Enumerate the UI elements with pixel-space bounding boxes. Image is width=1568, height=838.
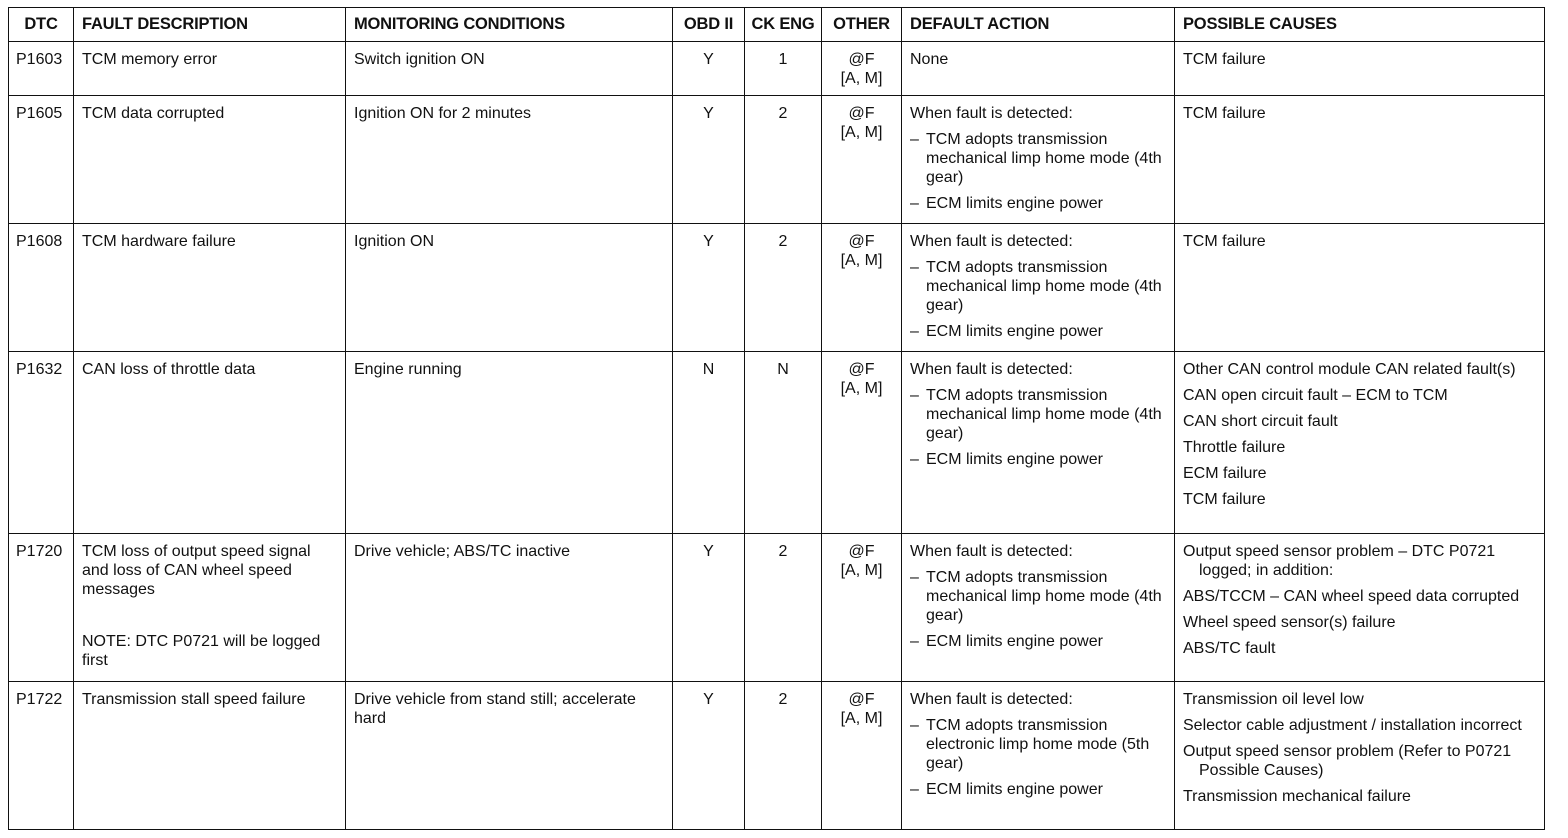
possible-causes-cell: [1175, 42, 1545, 96]
fault-note: NOTE: DTC P0721 will be logged first: [82, 633, 321, 669]
monitoring-conditions: Drive vehicle from stand still; accelerate hard: [346, 682, 673, 830]
header-possible-causes: POSSIBLE CAUSES: [1175, 8, 1545, 42]
header-row: [9, 8, 1545, 42]
header-ck-eng: CK ENG: [745, 8, 822, 42]
other-cell: [822, 352, 902, 534]
fault-description-cell: [74, 42, 346, 96]
other-modes: [A, M]: [840, 70, 883, 87]
possible-cause: TCM failure: [1183, 51, 1266, 68]
fault-description-cell: [74, 352, 346, 534]
fault-description: TCM data corrupted: [82, 105, 225, 122]
default-action-cell: [902, 224, 1175, 352]
default-action-item: [910, 258, 1168, 315]
default-action-text: ECM limits engine power: [926, 323, 1103, 340]
default-action-text: ECM limits engine power: [926, 781, 1103, 798]
dtc-code: P1720: [9, 534, 74, 682]
table-row: [9, 42, 1545, 96]
dtc-code: P1722: [9, 682, 74, 830]
dtc-code: P1603: [9, 42, 74, 96]
possible-cause: ABS/TCCM – CAN wheel speed data corrupted: [1183, 588, 1520, 605]
default-action-item: [910, 450, 1168, 469]
obd-ii-value: N: [673, 352, 745, 534]
possible-causes-cell: [1175, 96, 1545, 224]
default-action-text: TCM adopts transmission mechanical limp home mode (4th gear): [926, 387, 1162, 442]
default-action-text: TCM adopts transmission mechanical limp home mode (4th gear): [926, 259, 1162, 314]
default-action-item: [910, 322, 1168, 341]
table-row: [9, 224, 1545, 352]
fault-description-cell: [74, 96, 346, 224]
other-flag: @F: [848, 691, 875, 708]
default-action-text: TCM adopts transmission electronic limp home mode (5th gear): [926, 717, 1150, 772]
other-flag: @F: [848, 105, 875, 122]
table-row: [9, 682, 1545, 830]
possible-cause: Output speed sensor problem (Refer to P0721 Possible Causes): [1183, 743, 1512, 779]
fault-description: TCM loss of output speed signal and loss of CAN wheel speed messages: [82, 543, 311, 598]
default-action-lead: When fault is detected:: [910, 691, 1073, 708]
possible-cause: TCM failure: [1183, 491, 1266, 508]
other-modes: [A, M]: [840, 562, 883, 579]
possible-cause: Selector cable adjustment / installation incorrect: [1183, 717, 1522, 734]
default-action-item: [910, 130, 1168, 187]
possible-cause: CAN open circuit fault – ECM to TCM: [1183, 387, 1448, 404]
default-action: None: [910, 51, 949, 68]
ck-eng-value: 2: [745, 534, 822, 682]
other-cell: [822, 96, 902, 224]
ck-eng-value: N: [745, 352, 822, 534]
possible-cause: Transmission oil level low: [1183, 691, 1364, 708]
fault-description: TCM memory error: [82, 51, 218, 68]
monitoring-conditions: Ignition ON: [346, 224, 673, 352]
header-other: OTHER: [822, 8, 902, 42]
table-body: [9, 42, 1545, 830]
ck-eng-value: 1: [745, 42, 822, 96]
other-cell: [822, 682, 902, 830]
dtc-code: P1632: [9, 352, 74, 534]
default-action-cell: [902, 42, 1175, 96]
default-action-cell: [902, 96, 1175, 224]
default-action-text: ECM limits engine power: [926, 451, 1103, 468]
default-action-text: ECM limits engine power: [926, 633, 1103, 650]
dash-marker: –: [910, 131, 919, 148]
possible-causes-cell: [1175, 224, 1545, 352]
monitoring-conditions: Engine running: [346, 352, 673, 534]
possible-causes-cell: [1175, 682, 1545, 830]
obd-ii-value: Y: [673, 96, 745, 224]
dtc-code: P1608: [9, 224, 74, 352]
fault-description: CAN loss of throttle data: [82, 361, 256, 378]
possible-cause: Other CAN control module CAN related fault(s): [1183, 361, 1516, 378]
other-modes: [A, M]: [840, 710, 883, 727]
fault-description-cell: [74, 224, 346, 352]
possible-cause: TCM failure: [1183, 105, 1266, 122]
default-action-item: [910, 386, 1168, 443]
other-modes: [A, M]: [840, 380, 883, 397]
dtc-table: [8, 7, 1545, 830]
other-flag: @F: [848, 361, 875, 378]
dash-marker: –: [910, 781, 919, 798]
ck-eng-value: 2: [745, 224, 822, 352]
possible-cause: Transmission mechanical failure: [1183, 788, 1411, 805]
ck-eng-value: 2: [745, 682, 822, 830]
default-action-item: [910, 568, 1168, 625]
default-action-lead: When fault is detected:: [910, 543, 1073, 560]
possible-cause: ABS/TC fault: [1183, 640, 1276, 657]
dash-marker: –: [910, 195, 919, 212]
header-dtc: DTC: [9, 8, 74, 42]
fault-description-cell: [74, 682, 346, 830]
other-cell: [822, 224, 902, 352]
possible-cause: TCM failure: [1183, 233, 1266, 250]
other-cell: [822, 534, 902, 682]
table-row: [9, 96, 1545, 224]
other-flag: @F: [848, 51, 875, 68]
other-modes: [A, M]: [840, 252, 883, 269]
header-obd-ii: OBD II: [673, 8, 745, 42]
monitoring-conditions: Switch ignition ON: [346, 42, 673, 96]
other-modes: [A, M]: [840, 124, 883, 141]
monitoring-conditions: Ignition ON for 2 minutes: [346, 96, 673, 224]
dash-marker: –: [910, 259, 919, 276]
possible-cause: Wheel speed sensor(s) failure: [1183, 614, 1396, 631]
possible-cause: Throttle failure: [1183, 439, 1286, 456]
ck-eng-value: 2: [745, 96, 822, 224]
default-action-text: ECM limits engine power: [926, 195, 1103, 212]
dash-marker: –: [910, 451, 919, 468]
possible-cause: Output speed sensor problem – DTC P0721 logged; in addition:: [1183, 543, 1496, 579]
default-action-lead: When fault is detected:: [910, 361, 1073, 378]
default-action-item: [910, 632, 1168, 651]
monitoring-conditions: Drive vehicle; ABS/TC inactive: [346, 534, 673, 682]
default-action-text: TCM adopts transmission mechanical limp home mode (4th gear): [926, 131, 1162, 186]
dash-marker: –: [910, 717, 919, 734]
possible-cause: CAN short circuit fault: [1183, 413, 1338, 430]
obd-ii-value: Y: [673, 224, 745, 352]
default-action-cell: [902, 682, 1175, 830]
default-action-cell: [902, 352, 1175, 534]
default-action-item: [910, 716, 1168, 773]
dtc-code: P1605: [9, 96, 74, 224]
default-action-text: TCM adopts transmission mechanical limp home mode (4th gear): [926, 569, 1162, 624]
other-cell: [822, 42, 902, 96]
other-flag: @F: [848, 543, 875, 560]
default-action-cell: [902, 534, 1175, 682]
header-default-action: DEFAULT ACTION: [902, 8, 1175, 42]
dash-marker: –: [910, 387, 919, 404]
fault-description: TCM hardware failure: [82, 233, 236, 250]
obd-ii-value: Y: [673, 682, 745, 830]
possible-cause: ECM failure: [1183, 465, 1267, 482]
default-action-lead: When fault is detected:: [910, 105, 1073, 122]
fault-description-cell: [74, 534, 346, 682]
header-monitoring-conditions: MONITORING CONDITIONS: [346, 8, 673, 42]
obd-ii-value: Y: [673, 534, 745, 682]
default-action-item: [910, 780, 1168, 799]
fault-description: Transmission stall speed failure: [82, 691, 306, 708]
dash-marker: –: [910, 633, 919, 650]
possible-causes-cell: [1175, 534, 1545, 682]
table-row: [9, 352, 1545, 534]
dash-marker: –: [910, 323, 919, 340]
header-fault-description: FAULT DESCRIPTION: [74, 8, 346, 42]
default-action-lead: When fault is detected:: [910, 233, 1073, 250]
default-action-item: [910, 194, 1168, 213]
obd-ii-value: Y: [673, 42, 745, 96]
dash-marker: –: [910, 569, 919, 586]
possible-causes-cell: [1175, 352, 1545, 534]
table-row: [9, 534, 1545, 682]
dtc-table-container: [8, 7, 1544, 830]
other-flag: @F: [848, 233, 875, 250]
